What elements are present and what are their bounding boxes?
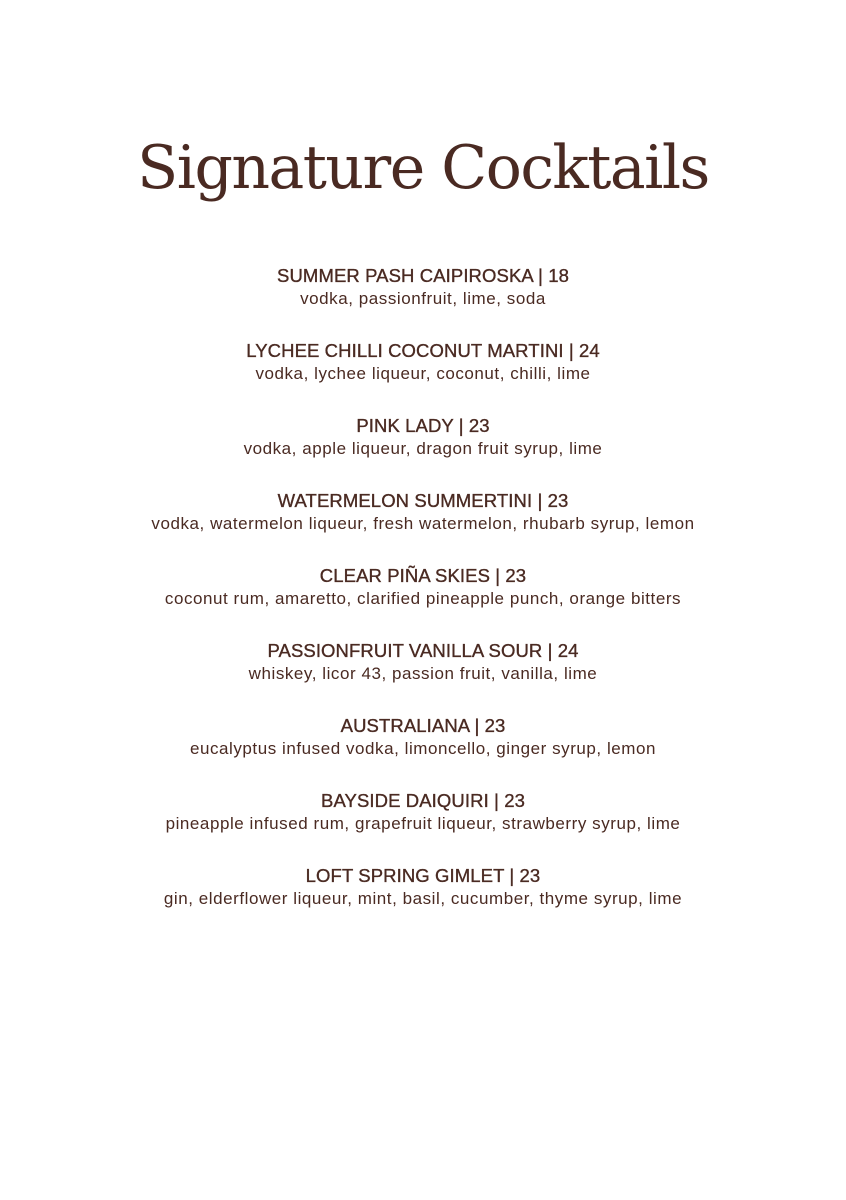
- cocktail-name-price: LYCHEE CHILLI COCONUT MARTINI | 24: [246, 340, 600, 361]
- menu-title: Signature Cocktails: [137, 133, 709, 203]
- cocktail-name-price: PASSIONFRUIT VANILLA SOUR | 24: [267, 640, 579, 661]
- cocktail-ingredients: vodka, passionfruit, lime, soda: [300, 289, 546, 308]
- cocktail-item-loft-spring-gimlet: [0, 863, 846, 938]
- cocktail-name-price: SUMMER PASH CAIPIROSKA | 18: [277, 265, 569, 286]
- cocktail-name-price: WATERMELON SUMMERTINI | 23: [277, 490, 569, 511]
- cocktail-name-price: CLEAR PIÑA SKIES | 23: [319, 565, 527, 586]
- cocktail-item-australiana: [0, 713, 846, 788]
- cocktail-item-bayside-daiquiri: [0, 788, 846, 863]
- cocktail-item-watermelon-summertini: [0, 488, 846, 563]
- cocktail-ingredients: eucalyptus infused vodka, limoncello, ginger syrup, lemon: [189, 739, 657, 758]
- cocktail-ingredients: gin, elderflower liqueur, mint, basil, cucumber, thyme syrup, lime: [163, 889, 683, 908]
- cocktail-list: [0, 263, 846, 938]
- cocktail-ingredients: whiskey, licor 43, passion fruit, vanilla, lime: [248, 664, 598, 683]
- cocktail-name-price: BAYSIDE DAIQUIRI | 23: [321, 790, 525, 811]
- cocktail-ingredients: vodka, lychee liqueur, coconut, chilli, lime: [255, 364, 591, 383]
- cocktail-name-price: AUSTRALIANA | 23: [340, 715, 506, 736]
- cocktail-item-pink-lady: [0, 413, 846, 488]
- cocktail-name-price: LOFT SPRING GIMLET | 23: [305, 865, 541, 886]
- cocktail-ingredients: vodka, apple liqueur, dragon fruit syrup, lime: [243, 439, 603, 458]
- cocktail-name-price: PINK LADY | 23: [356, 415, 490, 436]
- cocktail-ingredients: pineapple infused rum, grapefruit liqueur, strawberry syrup, lime: [165, 814, 681, 833]
- cocktail-ingredients: vodka, watermelon liqueur, fresh watermelon, rhubarb syrup, lemon: [151, 514, 695, 533]
- cocktail-item-passionfruit-vanilla-sour: [0, 638, 846, 713]
- cocktail-item-clear-pina-skies: [0, 563, 846, 638]
- cocktail-ingredients: coconut rum, amaretto, clarified pineapple punch, orange bitters: [164, 589, 682, 608]
- cocktail-item-lychee-chilli-coconut-martini: [0, 338, 846, 413]
- cocktail-item-summer-pash-caipiroska: [0, 263, 846, 338]
